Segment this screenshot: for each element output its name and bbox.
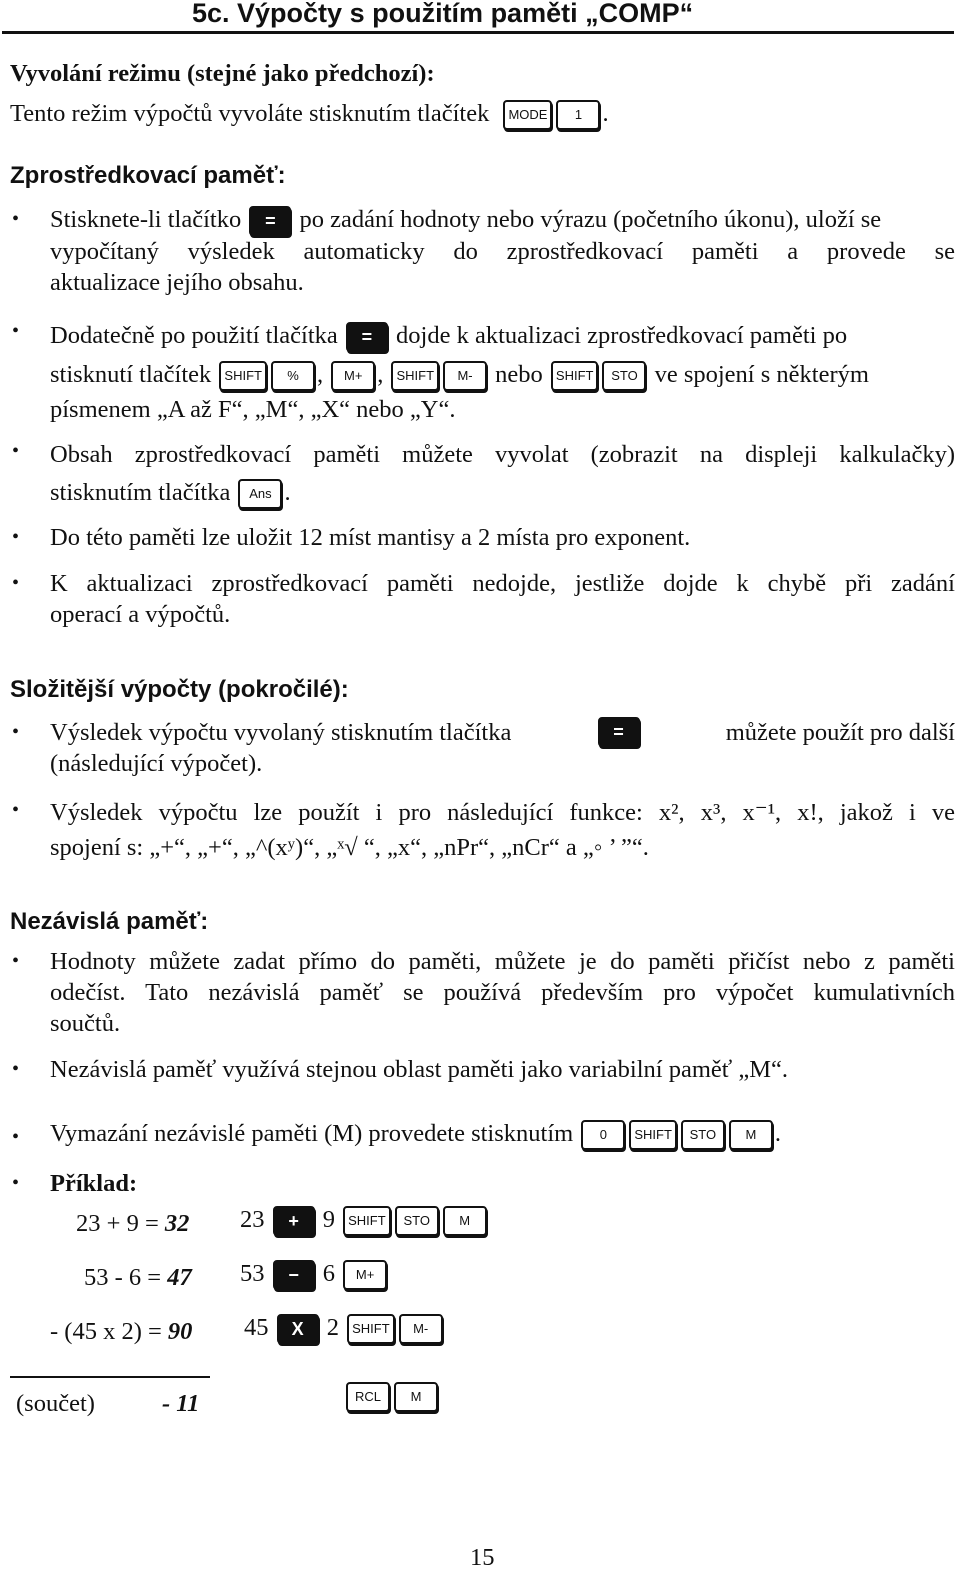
plus-key: + xyxy=(273,1206,315,1236)
recall-line xyxy=(10,98,609,130)
bullet: • xyxy=(12,1058,20,1080)
example-row-3-keys xyxy=(244,1312,445,1344)
example-heading: Příklad: xyxy=(50,1170,138,1197)
example-row-1-keys xyxy=(240,1204,489,1236)
multiply-key: X xyxy=(277,1314,319,1344)
sum-divider xyxy=(10,1376,210,1378)
page-number: 15 xyxy=(470,1544,495,1571)
independent-heading: Nezávislá paměť: xyxy=(10,908,209,935)
bullet: • xyxy=(12,440,20,462)
bullet: • xyxy=(12,572,20,594)
intermediate-bullet-5 xyxy=(50,568,955,630)
b2-line3: písmenem „A až F“, „M“, „X“ nebo „Y“. xyxy=(50,396,456,423)
m-minus-key: M- xyxy=(399,1314,443,1344)
minus-key: − xyxy=(273,1260,315,1290)
b1-line2: vypočítaný výsledek automaticky do zprostředkovací paměti a provede se xyxy=(50,238,955,266)
result: 32 xyxy=(164,1210,190,1237)
m-plus-key: M+ xyxy=(343,1260,387,1290)
bullet: • xyxy=(12,950,20,972)
b2-line2-pre: stisknutí tlačítek xyxy=(50,361,212,388)
sum-label: (součet) xyxy=(16,1390,95,1417)
sum-keys xyxy=(344,1380,440,1412)
b2-post: dojde k aktualizaci zprostředkovací paměti po xyxy=(396,322,848,349)
intermediate-bullet-1 xyxy=(50,204,955,298)
independent-bullet-2: Nezávislá paměť využívá stejnou oblast paměti jako variabilní paměť „M“. xyxy=(50,1056,789,1083)
rcl-key: RCL xyxy=(346,1382,390,1412)
m-key: M xyxy=(443,1206,487,1236)
m-key: M xyxy=(394,1382,438,1412)
ind-b1-line3: součtů. xyxy=(50,1010,121,1037)
shift-key: SHIFT xyxy=(551,361,599,391)
sto-key: STO xyxy=(602,361,646,391)
b5-line1: K aktualizaci zprostředkovací paměti nedojde, jestliže dojde k chybě při zadání xyxy=(50,570,955,597)
b1-pre: Stisknete-li tlačítko xyxy=(50,206,242,233)
operand: 23 xyxy=(240,1206,265,1233)
bullet: • xyxy=(12,208,20,230)
adv-b2-line1: Výsledek výpočtu lze použít i pro následující funkce: x², x³, x⁻¹, x!, jakož i ve xyxy=(50,799,955,826)
sto-key: STO xyxy=(395,1206,439,1236)
b3-end: . xyxy=(284,479,291,506)
equals-key: = xyxy=(598,717,640,747)
expr: 23 + 9 = xyxy=(76,1210,165,1237)
recall-end: . xyxy=(602,100,609,127)
bullet: • xyxy=(12,799,20,821)
m-plus-key: M+ xyxy=(331,361,375,391)
b3-pre: stisknutím tlačítka xyxy=(50,479,231,506)
advanced-bullet-2 xyxy=(50,795,955,865)
bullet: • xyxy=(12,526,20,548)
advanced-heading: Složitější výpočty (pokročilé): xyxy=(10,676,349,703)
result: 90 xyxy=(167,1318,193,1345)
adv-b1-pre: Výsledek výpočtu vyvolaný stisknutím tlačítka xyxy=(50,719,512,746)
b2-line2-post: ve spojení s některým xyxy=(654,361,869,388)
intermediate-bullet-3 xyxy=(50,436,955,512)
equals-key: = xyxy=(249,206,291,236)
m-key: M xyxy=(729,1120,773,1150)
ind-b3-text: Vymazání nezávislé paměti (M) provedete stisknutím xyxy=(50,1120,574,1147)
b2-nebo: nebo xyxy=(495,361,543,388)
ind-b3-end: . xyxy=(774,1120,782,1147)
comma: , xyxy=(377,361,384,388)
operand: 6 xyxy=(322,1260,335,1287)
page-title: 5c. Výpočty s použitím paměti „COMP“ xyxy=(192,0,694,28)
b1-line3: aktualizace jejího obsahu. xyxy=(50,269,304,297)
operand: 53 xyxy=(240,1260,265,1287)
operand: 45 xyxy=(244,1314,269,1341)
bullet: • xyxy=(12,320,20,342)
adv-b1-line2: (následující výpočet). xyxy=(50,750,263,777)
result: 47 xyxy=(167,1264,192,1291)
intermediate-bullet-2 xyxy=(50,316,955,425)
independent-bullet-1 xyxy=(50,946,955,1039)
percent-key: % xyxy=(271,361,315,391)
example-row-2-keys xyxy=(240,1258,389,1290)
operand: 2 xyxy=(326,1314,339,1341)
b3-line1: Obsah zprostředkovací paměti můžete vyvolat (zobrazit na displeji kalkulačky) xyxy=(50,441,955,468)
mode-key: MODE xyxy=(503,100,552,130)
recall-text: Tento režim výpočtů vyvoláte stisknutím tlačítek xyxy=(10,100,490,127)
operand: 9 xyxy=(322,1206,335,1233)
intermediate-heading: Zprostředkovací paměť: xyxy=(10,162,286,189)
independent-bullet-3 xyxy=(50,1116,955,1152)
sum-value: - 11 xyxy=(162,1390,200,1417)
expr: - (45 x 2) = xyxy=(50,1318,168,1345)
adv-b1-post: můžete použít pro další xyxy=(725,719,955,746)
ind-b1-line1: Hodnoty můžete zadat přímo do paměti, můžete je do paměti přičíst nebo z paměti xyxy=(50,948,955,975)
example-row-2-expr xyxy=(84,1262,192,1293)
bullet: • xyxy=(12,1172,20,1194)
sto-key: STO xyxy=(681,1120,725,1150)
adv-b2-line2: spojení s: „+“, „+“, „^(xʸ)“, „ˣ√ “, „x“, „nPr“, „nCr“ a „◦ ’ ”“. xyxy=(50,834,649,861)
equals-key: = xyxy=(346,322,388,352)
bullet: • xyxy=(12,721,20,743)
m-minus-key: M- xyxy=(443,361,487,391)
shift-key: SHIFT xyxy=(391,361,439,391)
b5-line2: operací a výpočtů. xyxy=(50,601,231,628)
intermediate-bullet-4: Do této paměti lze uložit 12 míst mantisy a 2 místa pro exponent. xyxy=(50,524,691,551)
ind-b1-line2: odečíst. Tato nezávislá paměť se používá především pro výpočet kumulativních xyxy=(50,979,955,1006)
b1-post: po zadání hodnoty nebo výrazu (početního úkonu), uloží se xyxy=(299,206,882,233)
ans-key: Ans xyxy=(238,479,282,509)
page-title-bar xyxy=(2,0,954,34)
zero-key: 0 xyxy=(581,1120,625,1150)
comma: , xyxy=(316,361,324,388)
b2-pre: Dodatečně po použití tlačítka xyxy=(50,322,338,349)
shift-key: SHIFT xyxy=(219,361,267,391)
recall-heading: Vyvolání režimu (stejné jako předchozí): xyxy=(10,60,435,87)
example-row-1-expr xyxy=(76,1208,189,1239)
shift-key: SHIFT xyxy=(629,1120,677,1150)
advanced-bullet-1 xyxy=(50,717,955,779)
expr: 53 - 6 = xyxy=(84,1264,168,1291)
shift-key: SHIFT xyxy=(343,1206,391,1236)
example-row-3-expr xyxy=(50,1316,192,1347)
bullet: • xyxy=(12,1126,20,1148)
one-key: 1 xyxy=(556,100,600,130)
shift-key: SHIFT xyxy=(347,1314,395,1344)
